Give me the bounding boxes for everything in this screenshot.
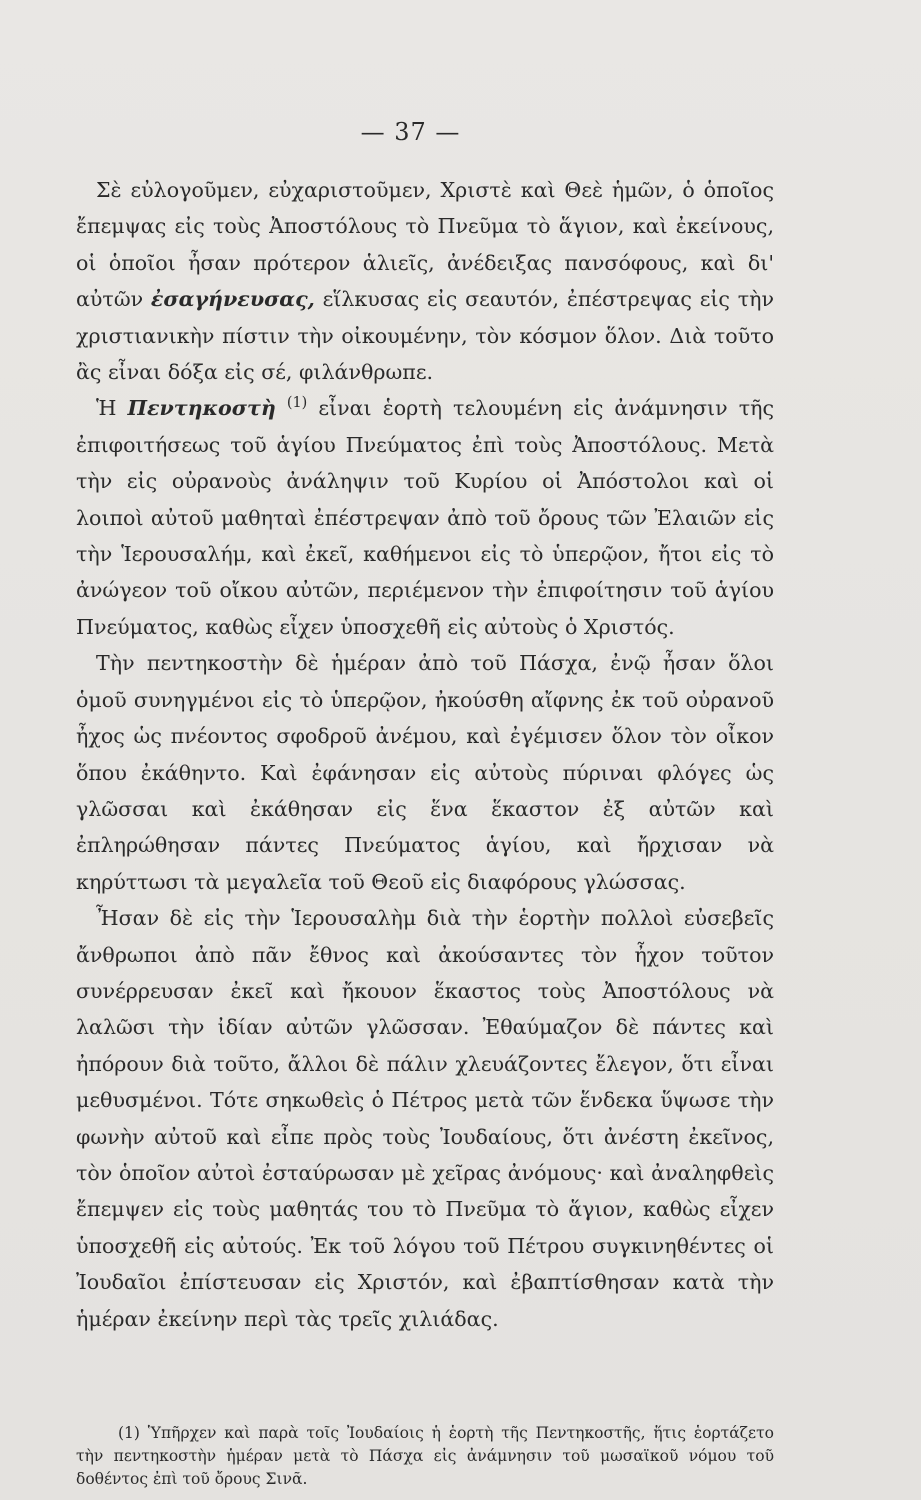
emphasized-word: ἐσαγήνευσας,: [150, 287, 315, 312]
body-text: [76, 172, 774, 1337]
paragraph-text: Ἡ: [96, 396, 128, 421]
footnote: (1) Ὑπῆρχεν καὶ παρὰ τοῖς Ἰουδαίοις ἡ ἑορτὴ τῆς Πεντηκοστῆς, ἥτις ἑορτάζετο τὴν πεντηκοστὴν ἡμέραν μετὰ τὸ Πάσχα εἰς ἀνάμνησιν τοῦ μωσαϊκοῦ νόμου τοῦ δοθέντος ἐπὶ τοῦ ὄρους Σινᾶ.: [76, 1424, 774, 1488]
paragraph-text: Τὴν πεντηκοστὴν δὲ ἡμέραν ἀπὸ τοῦ Πάσχα, ἐνῷ ἦσαν ὅλοι ὁμοῦ συνηγμένοι εἰς τὸ ὑπερῷον, ἠκούσθη αἴφνης ἐκ τοῦ οὐρανοῦ ἦχος ὡς πνέοντος σφοδροῦ ἀνέμου, καὶ ἐγέμισεν ὅλον τὸν οἶκον ὅπου ἐκάθηντο. Καὶ ἐφάνησαν εἰς αὐτοὺς πύριναι φλόγες ὡς γλῶσσαι καὶ ἐκάθησαν εἰς ἕνα ἕκαστον ἐξ αὐτῶν καὶ ἐπληρώθησαν πάντες Πνεύματος ἁγίου, καὶ ἤρχισαν νὰ κηρύττωσι τὰ μεγαλεῖα τοῦ Θεοῦ εἰς διαφόρους γλώσσας.: [76, 651, 774, 894]
footnote-marker: (1): [286, 395, 308, 412]
paragraph-text: Σὲ εὐλογοῦμεν, εὐχαριστοῦμεν, Χριστὲ καὶ Θεὲ ἡμῶν, ὁ ὁποῖος ἔπεμψας εἰς τοὺς Ἀποστόλους τὸ Πνεῦμα τὸ ἅγιον, καὶ ἐκείνους, οἱ ὁποῖοι ἦσαν πρότερον ἁλιεῖς, ἀνέδειξας πανσόφους, καὶ δι' αὐτῶν: [76, 178, 774, 312]
paragraph-text-continued: εἵλκυσας εἰς σεαυτόν, ἐπέστρεψας εἰς τὴν χριστιανικὴν πίστιν τὴν οἰκουμένην, τὸν κόσμον ὅλον. Διὰ τοῦτο ἂς εἶναι δόξα εἰς σέ, φιλάνθρωπε.: [76, 287, 774, 385]
page-number: — 37 —: [360, 118, 461, 146]
paragraph-thanksgiving: [76, 172, 774, 390]
paragraph-text: Ἦσαν δὲ εἰς τὴν Ἱερουσαλὴμ διὰ τὴν ἑορτὴν πολλοὶ εὐσεβεῖς ἄνθρωποι ἀπὸ πᾶν ἔθνος καὶ ἀκούσαντες τὸν ἦχον τοῦτον συνέρρευσαν ἐκεῖ καὶ ἤκουον ἕκαστος τοὺς Ἀποστόλους νὰ λαλῶσι τὴν ἰδίαν αὐτῶν γλῶσσαν. Ἐθαύμαζον δὲ πάντες καὶ ἠπόρουν διὰ τοῦτο, ἄλλοι δὲ πάλιν χλευάζοντες ἔλεγον, ὅτι εἶναι μεθυσμένοι. Τότε σηκωθεὶς ὁ Πέτρος μετὰ τῶν ἕνδεκα ὕψωσε τὴν φωνὴν αὐτοῦ καὶ εἶπε πρὸς τοὺς Ἰουδαίους, ὅτι ἀνέστη ἐκεῖνος, τὸν ὁποῖον αὐτοὶ ἐσταύρωσαν μὲ χεῖρας ἀνόμους· καὶ ἀναληφθεὶς ἔπεμψεν εἰς τοὺς μαθητάς του τὸ Πνεῦμα τὸ ἅγιον, καθὼς εἶχεν ὑποσχεθῆ εἰς αὐτούς. Ἐκ τοῦ λόγου τοῦ Πέτρου συγκινηθέντες οἱ Ἰουδαῖοι ἐπίστευσαν εἰς Χριστόν, καὶ ἐβαπτίσθησαν κατὰ τὴν ἡμέραν ἐκείνην περὶ τὰς τρεῖς χιλιάδας.: [76, 906, 774, 1331]
paragraph-text-continued: εἶναι ἑορτὴ τελουμένη εἰς ἀνάμνησιν τῆς ἐπιφοιτήσεως τοῦ ἁγίου Πνεύματος ἐπὶ τοὺς Ἀποστόλους. Μετὰ τὴν εἰς οὐρανοὺς ἀνάληψιν τοῦ Κυρίου οἱ Ἀπόστολοι καὶ οἱ λοιποὶ αὐτοῦ μαθηταὶ ἐπέστρεψαν ἀπὸ τοῦ ὄρους τῶν Ἐλαιῶν εἰς τὴν Ἱερουσαλήμ, καὶ ἐκεῖ, καθήμενοι εἰς τὸ ὑπερῷον, ἤτοι εἰς τὸ ἀνώγεον τοῦ οἴκου αὐτῶν, περιέμενον τὴν ἐπιφοίτησιν τοῦ ἁγίου Πνεύματος, καθὼς εἶχεν ὑποσχεθῆ εἰς αὐτοὺς ὁ Χριστός.: [76, 396, 774, 639]
footnotes: [76, 1422, 774, 1491]
emphasized-word: Πεντηκοστὴ: [127, 396, 276, 421]
paragraph-descent-of-spirit: [76, 645, 774, 900]
paragraph-pentecost-definition: [76, 390, 774, 645]
paragraph-peter-sermon: [76, 900, 774, 1337]
